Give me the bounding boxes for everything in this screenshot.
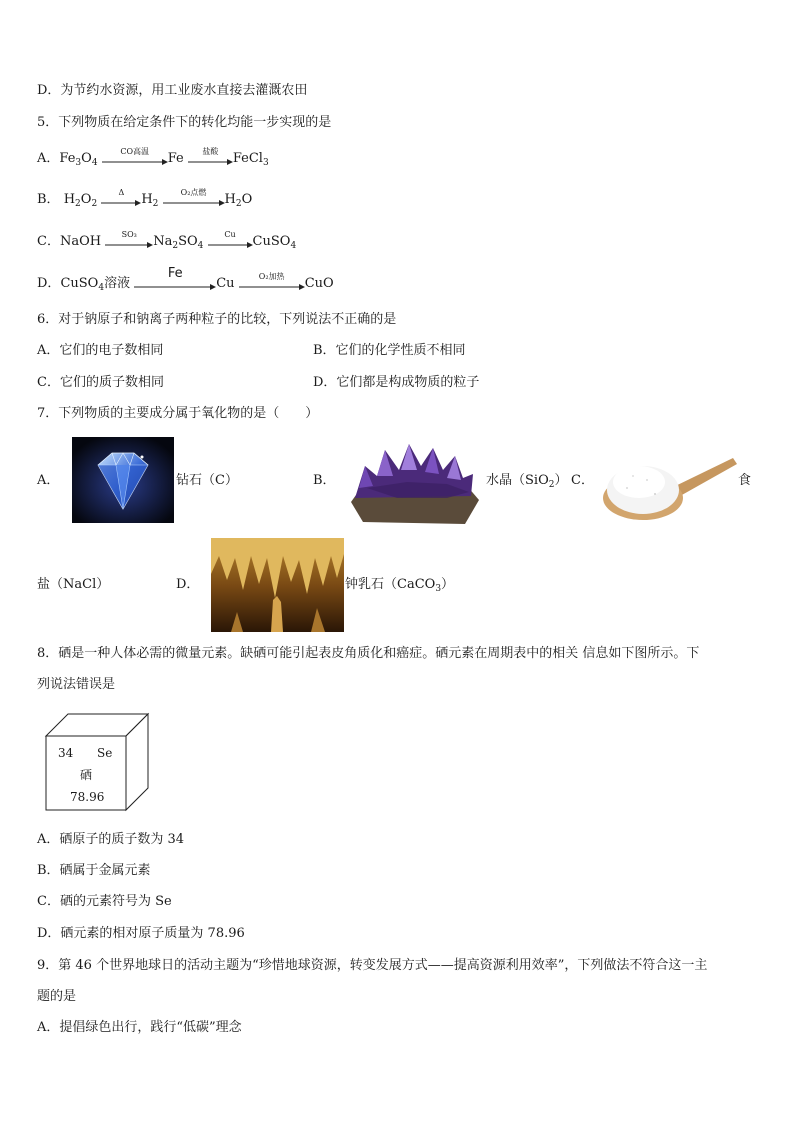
q7-option-c-caption-part2: 盐（NaCl） bbox=[37, 577, 110, 592]
salt-spoon-image bbox=[603, 452, 737, 524]
q7-option-b-label: B． bbox=[313, 473, 336, 488]
stalactite-cave-image bbox=[211, 538, 344, 632]
q7-option-c-label: C． bbox=[571, 473, 594, 488]
element-name: 硒 bbox=[80, 768, 93, 782]
q7-stem: 7．下列物质的主要成分属于氧化物的是（ ） bbox=[37, 406, 319, 421]
diamond-image bbox=[72, 437, 174, 523]
q6-option-c: C．它们的质子数相同 bbox=[37, 375, 164, 390]
q6-stem: 6．对于钠原子和钠离子两种粒子的比较，下列说法不正确的是 bbox=[37, 312, 397, 327]
q5-option-b: B． $H_2O_2$ Δ $H_2$ O₂点燃 $H_2O$ bbox=[37, 188, 253, 209]
q8-stem-line2: 列说法错误是 bbox=[37, 677, 116, 692]
q7-option-b-caption: 水晶（SiO$_2$） bbox=[486, 473, 568, 490]
reaction-arrow: O₂加热 bbox=[239, 275, 305, 293]
reaction-arrow: Δ bbox=[101, 191, 141, 209]
q6-option-b: B．它们的化学性质不相同 bbox=[313, 343, 466, 358]
q8-option-c: C．硒的元素符号为 Se bbox=[37, 894, 172, 909]
periodic-table-cell bbox=[44, 712, 150, 812]
q7-option-d-label: D． bbox=[176, 577, 200, 592]
q7-option-d-caption: 钟乳石（CaCO$_3$） bbox=[345, 577, 455, 594]
element-symbol: Se bbox=[97, 746, 113, 760]
q8-option-a: A．硒原子的质子数为 34 bbox=[37, 832, 185, 847]
q5-option-c: C．NaOH SO₃ $Na_2SO_4$ Cu CuSO$_4$ bbox=[37, 230, 297, 251]
atomic-mass: 78.96 bbox=[70, 790, 105, 804]
q5-stem: 5．下列物质在给定条件下的转化均能一步实现的是 bbox=[37, 115, 332, 130]
reaction-arrow: Fe bbox=[134, 275, 216, 293]
reaction-arrow: CO高温 bbox=[102, 150, 168, 168]
atomic-number: 34 bbox=[58, 746, 74, 760]
q9-option-a: A．提倡绿色出行，践行“低碳”理念 bbox=[37, 1020, 242, 1035]
q5-option-a: A．$Fe_3O_4$ CO高温 Fe 盐酸 FeCl$_3$ bbox=[37, 147, 269, 168]
reaction-arrow: SO₃ bbox=[105, 233, 153, 251]
q6-option-d: D．它们都是构成物质的粒子 bbox=[313, 375, 480, 390]
q6-option-a: A．它们的电子数相同 bbox=[37, 343, 164, 358]
q8-option-b: B．硒属于金属元素 bbox=[37, 863, 151, 878]
q9-stem-line1: 9．第 46 个世界地球日的活动主题为“珍惜地球资源，转变发展方式——提高资源利用效率”，下列做法不符合这一主 bbox=[37, 958, 708, 973]
q8-option-d: D．硒元素的相对原子质量为 78.96 bbox=[37, 926, 245, 941]
q7-option-a-label: A． bbox=[37, 473, 60, 488]
q8-stem-line1: 8．硒是一种人体必需的微量元素。缺硒可能引起表皮角质化和癌症。硒元素在周期表中的相关 信息如下图所示。下 bbox=[37, 646, 700, 661]
q7-option-c-caption-part1: 食 bbox=[738, 473, 752, 488]
reaction-arrow: 盐酸 bbox=[188, 150, 233, 168]
crystal-image bbox=[347, 436, 481, 528]
q4-option-d: D．为节约水资源，用工业废水直接去灌溉农田 bbox=[37, 83, 308, 98]
q9-stem-line2: 题的是 bbox=[37, 989, 77, 1004]
q5-option-d: D．CuSO$_4$溶液 Fe Cu O₂加热 CuO bbox=[37, 266, 334, 293]
reaction-arrow: O₂点燃 bbox=[163, 191, 225, 209]
q7-option-a-caption: 钻石（C） bbox=[176, 473, 238, 488]
reaction-arrow: Cu bbox=[208, 233, 253, 251]
